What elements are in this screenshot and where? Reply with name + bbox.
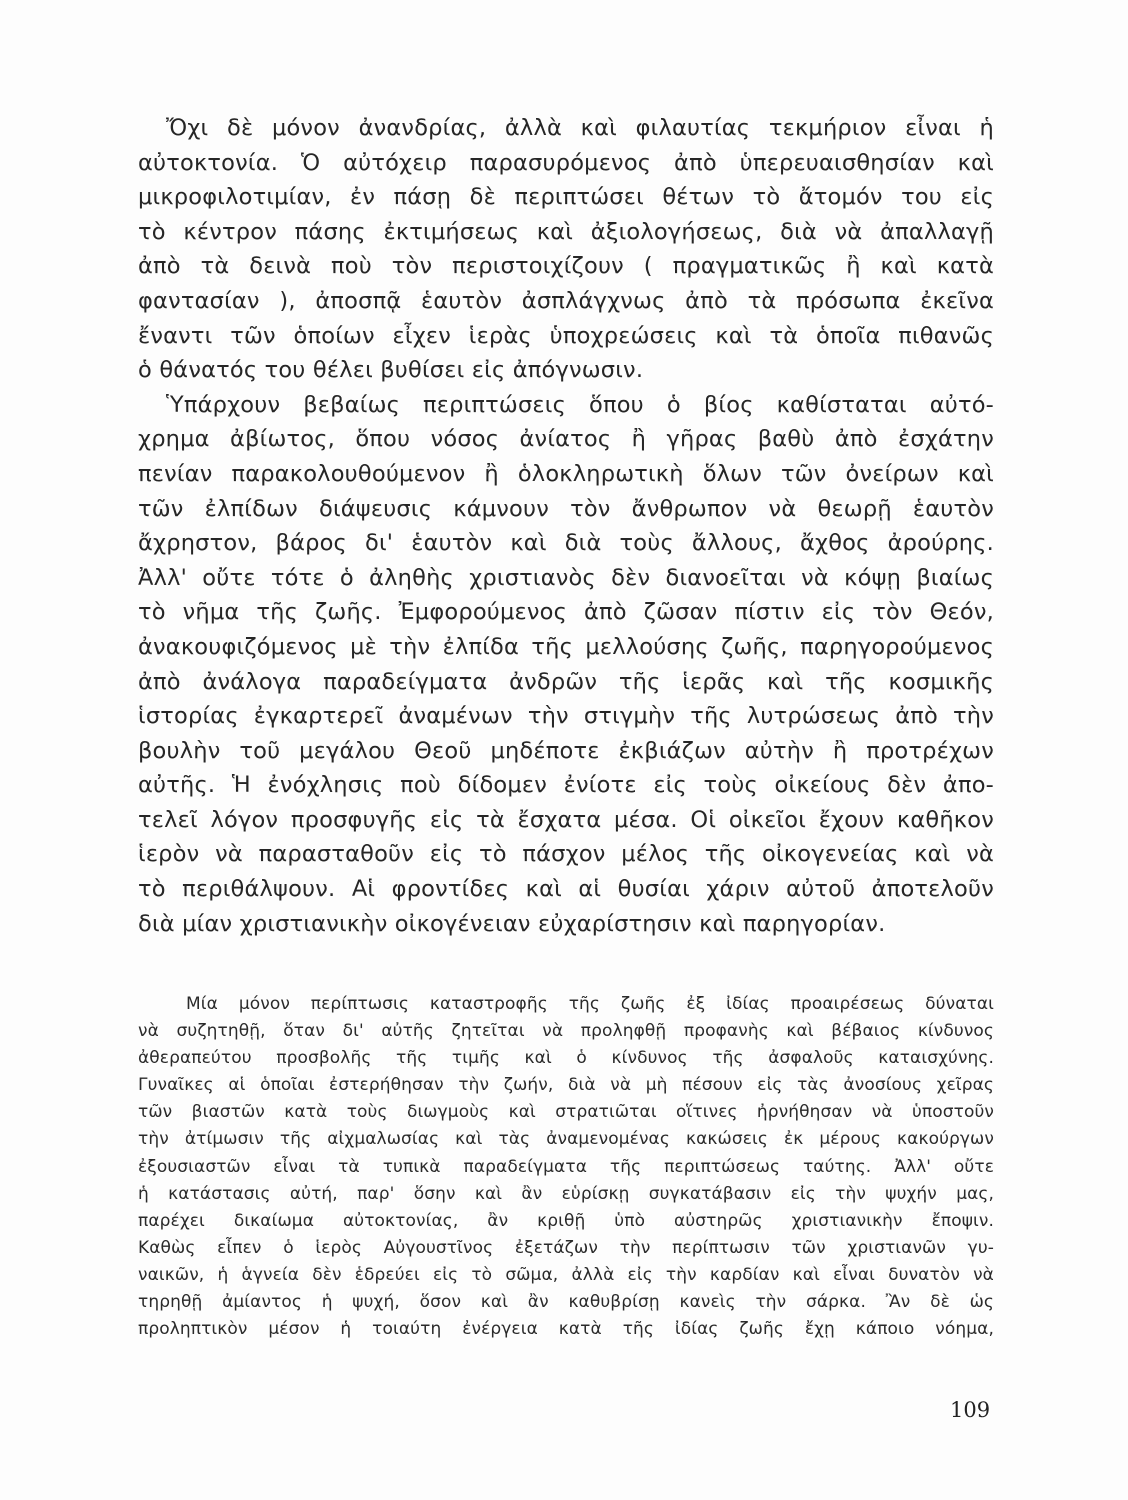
text-line: διὰ μίαν χριστιανικὴν οἰκογένειαν εὐχαρίστησιν καὶ παρηγορίαν. [138, 910, 886, 937]
footnote-line: Μία μόνον περίπτωσις καταστροφῆς τῆς ζωῆς ἐξ ἰδίας προαιρέσεως δύναται [186, 994, 994, 1014]
text-line: ἱστορίας ἐγκαρτερεῖ ἀναμένων τὴν στιγμὴν τῆς λυτρώσεως ἀπὸ τὴν [138, 703, 994, 730]
text-line: βουλὴν τοῦ μεγάλου Θεοῦ μηδέποτε ἐκβιάζων αὐτὴν ἢ προτρέχων [138, 737, 994, 764]
text-line: αὐτῆς. Ἡ ἐνόχλησις ποὺ δίδομεν ἐνίοτε εἰς τοὺς οἰκείους δὲν ἀπο- [138, 772, 994, 799]
text-line: ἀπὸ ἀνάλογα παραδείγματα ἀνδρῶν τῆς ἱερᾶς καὶ τῆς κοσμικῆς [138, 668, 994, 695]
footnote-line: τὴν ἀτίμωσιν τῆς αἰχμαλωσίας καὶ τὰς ἀναμενομένας κακώσεις ἐκ μέρους κακούργων [138, 1129, 994, 1150]
text-line: μικροφιλοτιμίαν, ἐν πάσῃ δὲ περιπτώσει θέτων τὸ ἄτομόν του εἰς [138, 184, 994, 211]
text-line: ἀνακουφιζόμενος μὲ τὴν ἐλπίδα τῆς μελλούσης ζωῆς, παρηγορούμενος [138, 633, 994, 660]
text-line: τὸ νῆμα τῆς ζωῆς. Ἐμφορούμενος ἀπὸ ζῶσαν πίστιν εἰς τὸν Θεόν, [138, 599, 994, 626]
footnote-line: Καθὼς εἶπεν ὁ ἱερὸς Αὐγουστῖνος ἐξετάζων τὴν περίπτωσιν τῶν χριστιανῶν γυ- [138, 1237, 994, 1258]
main-text [138, 111, 994, 941]
footnote-line: ἐξουσιαστῶν εἶναι τὰ τυπικὰ παραδείγματα τῆς περιπτώσεως ταύτης. Ἀλλ' οὔτε [138, 1156, 994, 1177]
footnote [138, 991, 994, 1343]
text-line: τὸ περιθάλψουν. Αἱ φροντίδες καὶ αἱ θυσίαι χάριν αὐτοῦ ἀποτελοῦν [138, 876, 994, 903]
footnote-line: παρέχει δικαίωμα αὐτοκτονίας, ἂν κριθῇ ὑπὸ αὐστηρῶς χριστιανικὴν ἔποψιν. [138, 1210, 994, 1231]
page-number: 109 [950, 1398, 991, 1422]
footnote-line: ἀθεραπεύτου προσβολῆς τῆς τιμῆς καὶ ὁ κίνδυνος τῆς ἀσφαλοῦς καταισχύνης. [138, 1048, 994, 1069]
text-line: φαντασίαν ), ἀποσπᾷ ἑαυτὸν ἀσπλάγχνως ἀπὸ τὰ πρόσωπα ἐκεῖνα [138, 287, 994, 314]
text-line: Ὄχι δὲ μόνον ἀνανδρίας, ἀλλὰ καὶ φιλαυτίας τεκμήριον εἶναι ἡ [166, 115, 994, 141]
footnote-line: ἡ κατάστασις αὐτή, παρ' ὅσην καὶ ἂν εὑρίσκῃ συγκατάβασιν εἰς τὴν ψυχήν μας, [138, 1183, 994, 1204]
text-line: ἄχρηστον, βάρος δι' ἑαυτὸν καὶ διὰ τοὺς ἄλλους, ἄχθος ἀρούρης. [138, 530, 994, 557]
text-line: πενίαν παρακολουθούμενον ἢ ὁλοκληρωτικὴ ὅλων τῶν ὀνείρων καὶ [138, 460, 994, 487]
text-line: τὸ κέντρον πάσης ἐκτιμήσεως καὶ ἀξιολογήσεως, διὰ νὰ ἀπαλλαγῇ [138, 218, 994, 245]
text-line: τελεῖ λόγον προσφυγῆς εἰς τὰ ἔσχατα μέσα. Οἱ οἰκεῖοι ἔχουν καθῆκον [138, 806, 994, 833]
text-line: ὁ θάνατός του θέλει βυθίσει εἰς ἀπόγνωσιν. [138, 357, 644, 384]
text-line: Ὑπάρχουν βεβαίως περιπτώσεις ὅπου ὁ βίος καθίσταται αὐτό- [166, 391, 994, 418]
footnote-line: Γυναῖκες αἱ ὁποῖαι ἐστερήθησαν τὴν ζωήν, διὰ νὰ μὴ πέσουν εἰς τὰς ἀνοσίους χεῖρας [138, 1075, 994, 1096]
text-line: χρημα ἀβίωτος, ὅπου νόσος ἀνίατος ἢ γῆρας βαθὺ ἀπὸ ἐσχάτην [138, 426, 994, 453]
text-line: ἱερὸν νὰ παρασταθοῦν εἰς τὸ πάσχον μέλος τῆς οἰκογενείας καὶ νὰ [138, 841, 994, 868]
footnote-line: νὰ συζητηθῇ, ὅταν δι' αὐτῆς ζητεῖται νὰ προληφθῇ προφανὴς καὶ βέβαιος κίνδυνος [138, 1021, 994, 1042]
text-line: αὐτοκτονία. Ὁ αὐτόχειρ παρασυρόμενος ἀπὸ ὑπερευαισθησίαν καὶ [138, 149, 994, 176]
footnote-line: τῶν βιαστῶν κατὰ τοὺς διωγμοὺς καὶ στρατιῶται οἵτινες ἠρνήθησαν νὰ ὑποστοῦν [138, 1102, 994, 1123]
footnote-line: ναικῶν, ἡ ἁγνεία δὲν ἑδρεύει εἰς τὸ σῶμα, ἀλλὰ εἰς τὴν καρδίαν καὶ εἶναι δυνατὸν νὰ [138, 1264, 994, 1285]
text-line: ἀπὸ τὰ δεινὰ ποὺ τὸν περιστοιχίζουν ( πραγματικῶς ἢ καὶ κατὰ [138, 253, 994, 280]
text-line: τῶν ἐλπίδων διάψευσις κάμνουν τὸν ἄνθρωπον νὰ θεωρῇ ἑαυτὸν [138, 495, 994, 522]
text-line: ἔναντι τῶν ὁποίων εἶχεν ἱερὰς ὑποχρεώσεις καὶ τὰ ὁποῖα πιθανῶς [138, 322, 994, 349]
text-line: Ἀλλ' οὔτε τότε ὁ ἀληθὴς χριστιανὸς δὲν διανοεῖται νὰ κόψῃ βιαίως [138, 564, 994, 591]
footnote-line: τηρηθῇ ἀμίαντος ἡ ψυχή, ὅσον καὶ ἂν καθυβρίσῃ κανεὶς τὴν σάρκα. Ἂν δὲ ὡς [138, 1292, 994, 1313]
footnote-line: προληπτικὸν μέσον ἡ τοιαύτη ἐνέργεια κατὰ τῆς ἰδίας ζωῆς ἔχῃ κάποιο νόημα, [138, 1319, 994, 1340]
